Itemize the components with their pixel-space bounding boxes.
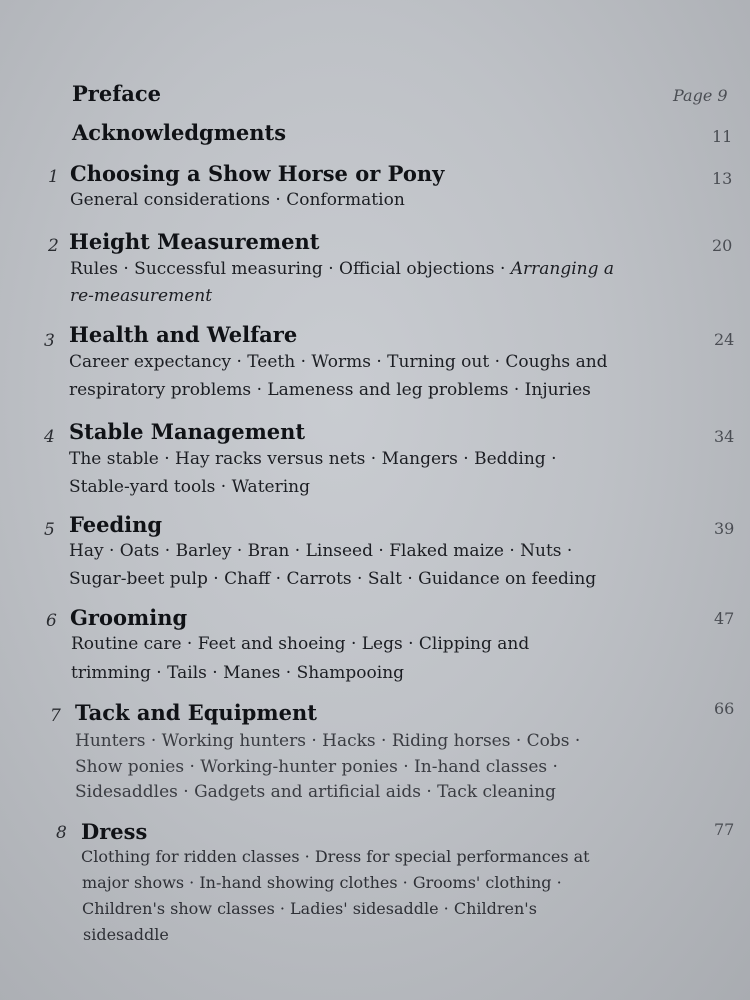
chapter-topics-line: General considerations · Conformation [70,190,405,210]
chapter-topics-line: Clothing for ridden classes · Dress for special performances at [81,847,590,866]
chapter-topics-line: trimming · Tails · Manes · Shampooing [71,663,405,683]
chapter-number: 1 [48,167,59,187]
chapter-number: 4 [44,427,55,447]
entry-title: Acknowledgments [72,120,287,145]
chapter-topics-line: Stable-yard tools · Watering [69,477,310,497]
chapter-topics-line: sidesaddle [83,925,169,944]
chapter-topics-line: Sugar-beet pulp · Chaff · Carrots · Salt · Guidance on feeding [69,569,597,589]
chapter-page-number: 20 [712,236,733,255]
chapter-title: Feeding [69,512,163,537]
chapter-topics-line: respiratory problems · Lameness and leg problems · Injuries [69,380,591,400]
chapter-title: Grooming [70,605,188,630]
chapter-page-number: 77 [714,820,735,839]
chapter-number: 5 [44,520,55,540]
entry-title: Preface [72,81,162,106]
chapter-title: Height Measurement [69,229,320,254]
chapter-page-number: 66 [714,699,735,718]
chapter-topics-line [70,259,614,279]
entry-page-number: 11 [712,127,733,146]
chapter-page-number: 47 [714,609,735,628]
chapter-topics-line [70,286,212,306]
entry-page-number: Page 9 [673,86,728,105]
topics-text: Rules · Successful measuring · Official objections · [70,259,511,279]
chapter-number: 6 [46,611,57,631]
chapter-topics-line: Hay · Oats · Barley · Bran · Linseed · Flaked maize · Nuts · [69,541,573,561]
chapter-title: Tack and Equipment [75,700,317,725]
chapter-title: Health and Welfare [69,322,298,347]
chapter-number: 3 [44,331,55,351]
chapter-title: Dress [81,819,148,844]
chapter-page-number: 34 [714,427,735,446]
chapter-page-number: 13 [712,169,733,188]
chapter-topics-line: Routine care · Feet and shoeing · Legs · Clipping and [71,634,530,654]
chapter-number: 2 [48,236,59,256]
chapter-number: 7 [50,706,61,726]
chapter-topics-line: Sidesaddles · Gadgets and artificial aids · Tack cleaning [75,782,556,802]
chapter-topics-line: major shows · In-hand showing clothes · Grooms' clothing · [82,873,562,892]
chapter-topics-line: Hunters · Working hunters · Hacks · Riding horses · Cobs · [75,731,581,751]
chapter-number: 8 [56,823,67,843]
topics-italic-text: re-measurement [70,286,213,306]
chapter-title: Choosing a Show Horse or Pony [70,161,445,186]
chapter-page-number: 39 [714,519,735,538]
topics-italic-text: Arranging a [510,259,615,279]
chapter-topics-line: The stable · Hay racks versus nets · Mangers · Bedding · [69,449,557,469]
chapter-topics-line: Career expectancy · Teeth · Worms · Turning out · Coughs and [69,352,608,372]
chapter-page-number: 24 [714,330,735,349]
chapter-topics-line: Show ponies · Working-hunter ponies · In-hand classes · [75,757,558,777]
chapter-topics-line: Children's show classes · Ladies' sidesaddle · Children's [82,899,537,918]
chapter-title: Stable Management [69,419,306,444]
